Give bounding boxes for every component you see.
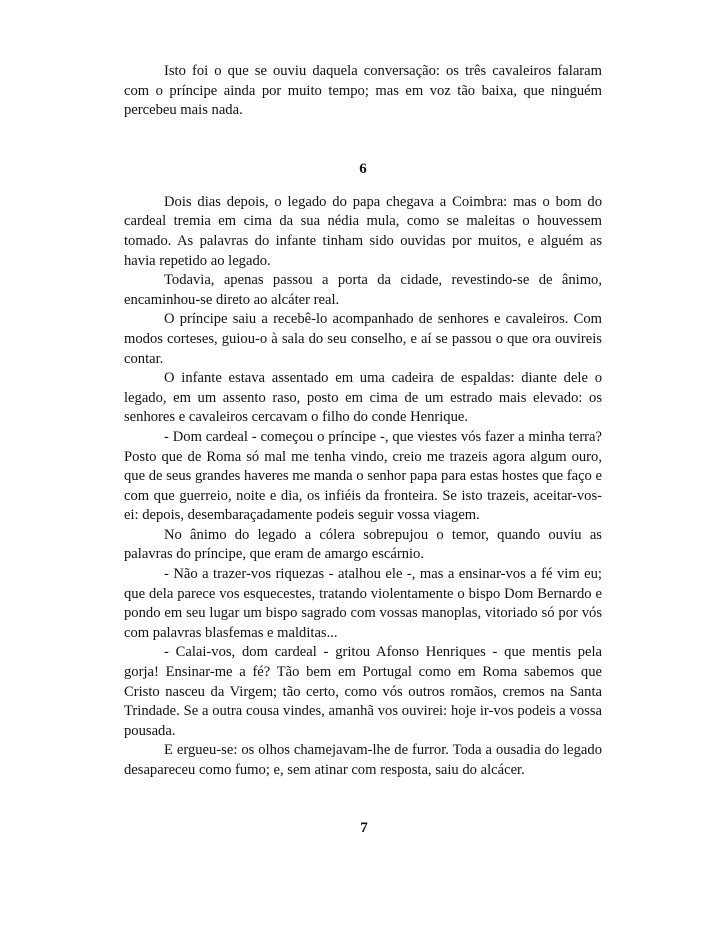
paragraph: - Não a trazer-vos riquezas - atalhou ele -, mas a ensinar-vos a fé vim eu; que dela parece vos esquecestes, tratando violentamente o bispo Dom Bernardo e pondo em seu lugar um bispo sagrado com vossas manoplas, vitoriado só por vós com palavras blasfemas e malditas...	[124, 566, 602, 641]
intro-paragraph: Isto foi o que se ouviu daquela conversação: os três cavaleiros falaram com o príncipe ainda por muito tempo; mas em voz tão baixa, que ninguém percebeu mais nada.	[124, 63, 602, 119]
page-number: 7	[360, 820, 368, 836]
paragraph: E ergueu-se: os olhos chamejavam-lhe de furror. Toda a ousadia do legado desapareceu como fumo; e, sem atinar com resposta, saiu do alcácer.	[124, 742, 602, 778]
paragraph: Dois dias depois, o legado do papa chegava a Coimbra: mas o bom do cardeal tremia em cima da sua nédia mula, como se maleitas o houvessem tomado. As palavras do infante tinham sido ouvidas por muitos, e alguém as havia repetido ao legado.	[124, 193, 602, 269]
paragraph: - Calai-vos, dom cardeal - gritou Afonso Henriques - que mentis pela gorja! Ensinar-me a fé? Tão bem em Portugal como em Roma sabemos que Cristo nasceu da Virgem; tão certo, como vós outros romãos, cremos na Santa Trindade. Se a outra cousa vindes, amanhã vos ouvirei: hoje ir-vos podeis a vossa pousada.	[124, 644, 602, 739]
paragraph: No ânimo do legado a cólera sobrepujou o temor, quando ouviu as palavras do príncipe, que eram de amargo escárnio.	[124, 526, 602, 563]
section-number: 6	[359, 160, 367, 177]
paragraph: Todavia, apenas passou a porta da cidade, revestindo-se de ânimo, encaminhou-se direto ao alcáter real.	[124, 272, 602, 308]
page-body	[124, 62, 602, 781]
paragraph: O infante estava assentado em uma cadeira de espaldas: diante dele o legado, em um assento raso, posto em cima de um estrado mais elevado: os senhores e cavaleiros cercavam o filho do conde Henrique.	[124, 370, 602, 426]
paragraph: - Dom cardeal - começou o príncipe -, que viestes vós fazer a minha terra? Posto que de Roma só mal me tenha vindo, creio me trazeis agora algum ouro, que de seus grandes haveres me manda o senhor papa para estas hostes que faço e com que guerreio, noite e dia, os infiéis da fronteira. Se isto trazeis, aceitar-vos-ei: depois, desembaraçadamente podeis seguir vossa viagem.	[124, 428, 602, 524]
paragraph: O príncipe saiu a recebê-lo acompanhado de senhores e cavaleiros. Com modos corteses, guiou-o à sala do seu conselho, e aí se passou o que ora ouvireis contar.	[124, 311, 602, 367]
